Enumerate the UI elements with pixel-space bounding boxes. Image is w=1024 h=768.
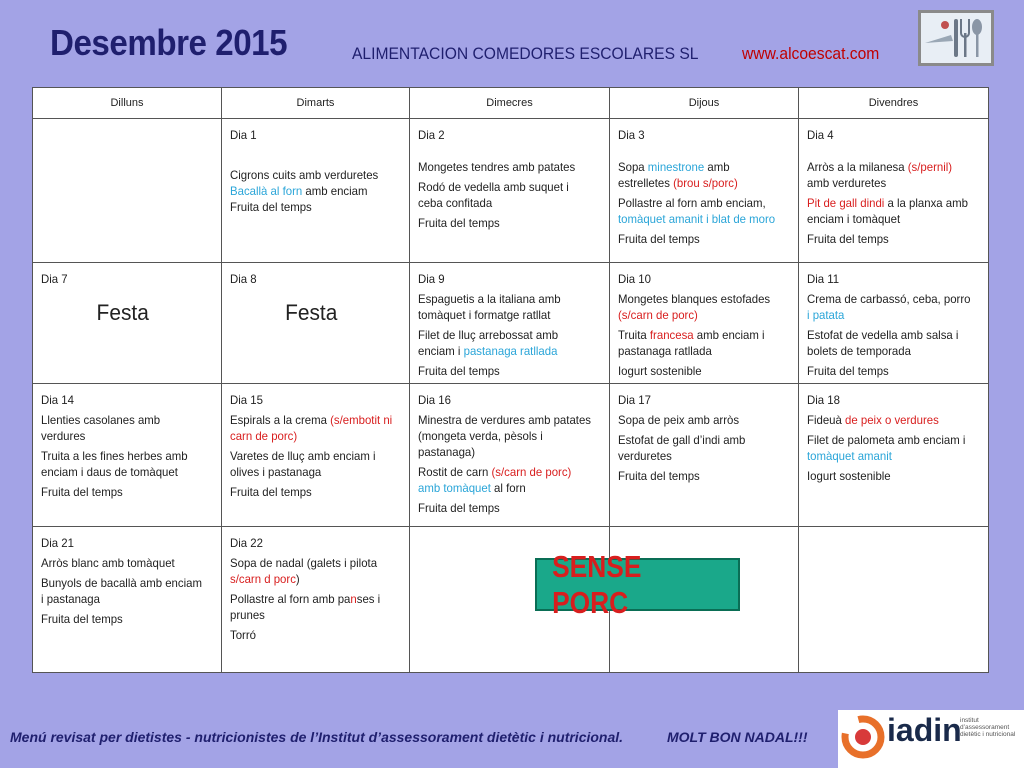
day-label: Dia 18 [807,393,840,407]
dish-text: Iogurt sostenible [807,469,891,483]
dish-item [618,327,781,359]
dish-item [230,412,392,444]
dish-text: Filet de palometa amb enciam i [807,433,966,447]
footer-greeting: MOLT BON NADAL!!! [667,729,808,745]
dish-text: Sopa de nadal (galets i pilota [230,556,378,570]
dish-highlight: (s/carn de porc) [491,465,572,479]
dish-highlight: (brou s/porc) [673,176,738,190]
day-cell [799,527,989,673]
dish-item [41,555,204,571]
dish-text: Cigrons cuits amb verduretes [230,168,379,182]
dish-item [418,179,592,211]
dish-highlight: s/carn d porc [230,572,296,586]
day-cell [410,119,610,263]
dish-text: Bunyols de bacallà amb enciam i pastanaga [41,576,202,606]
day-cell [33,527,222,673]
dish-text: Mongetes blanques estofades [618,292,771,306]
dish-text: Espirals a la crema [230,413,331,427]
dish-item [230,167,392,183]
dish-item [230,591,392,623]
day-cell [222,527,410,673]
day-cell [610,384,799,527]
dish-text: Estofat de vedella amb salsa i bolets de temporada [807,328,959,358]
dish-text: Estofat de gall d’indi amb verduretes [618,433,746,463]
day-cell [799,119,989,263]
dish-item [418,327,592,359]
dish-item [807,363,971,379]
dish-text: ses i prunes [230,592,381,622]
dish-item [41,575,204,607]
day-cell [410,384,610,527]
dish-text: Varetes de lluç amb enciam i olives i pastanaga [230,449,376,479]
dish-text: Truita [618,328,650,342]
dish-highlight: pastanaga ratllada [463,344,558,358]
dish-item [418,363,592,379]
day-cell [610,263,799,384]
dish-text: Espaguetis a la italiana amb tomàquet i formatge ratllat [418,292,561,322]
dish-item [618,468,781,484]
dish-highlight: (s/pernil) [907,160,953,174]
day-label: Dia 16 [418,393,451,407]
day-label: Dia 8 [230,272,257,286]
day-cell [799,384,989,527]
page-title: Desembre 2015 [50,22,288,63]
week-row [33,263,989,384]
weekday-header: Dilluns [33,88,222,119]
dish-text: Fruita del temps [618,469,700,483]
dish-item [618,363,781,379]
dish-text: Fruita del temps [618,232,700,246]
dish-item [618,195,781,227]
day-label: Dia 11 [807,272,840,286]
weekday-header: Dimecres [410,88,610,119]
iadin-subtitle: institut d’assessorament dietètic i nutricional [960,717,1016,738]
day-label: Dia 22 [230,536,263,550]
day-cell [410,263,610,384]
day-cell [33,263,222,384]
company-name: ALIMENTACION COMEDORES ESCOLARES SL [352,44,699,63]
dish-text: Fruita del temps [807,232,889,246]
day-label: Dia 7 [41,272,68,286]
cutlery-logo-icon [918,10,994,66]
dish-text: ) [295,572,300,586]
company-url-link[interactable]: www.alcoescat.com [742,44,880,63]
week-row [33,384,989,527]
dish-text: Pollastre al forn amb enciam, [618,196,766,210]
dish-text: Truita a les fines herbes amb enciam i daus de tomàquet [41,449,188,479]
dish-text: Arròs a la milanesa [807,160,908,174]
dish-item [418,412,592,460]
day-cell [33,119,222,263]
dish-item [41,412,204,444]
dish-highlight: n [350,592,357,606]
dish-text: amb estrelletes [618,160,730,190]
dish-text: Iogurt sostenible [618,364,702,378]
dish-text: amb enciam i pastanaga ratllada [618,328,765,358]
holiday-label: Festa [285,300,338,325]
holiday-label: Festa [96,300,149,325]
dish-item [807,195,971,227]
dish-item [807,159,971,191]
dish-text: Fruita del temps [418,501,500,515]
dish-text: amb enciam [302,184,368,198]
dish-highlight: francesa [649,328,694,342]
dish-text: Fruita del temps [41,485,123,499]
dish-text: Filet de lluç arrebossat amb enciam i [418,328,559,358]
dish-text: Torró [230,628,256,642]
day-label: Dia 10 [618,272,651,286]
dish-item [618,432,781,464]
dish-item [418,215,592,231]
weekday-header: Dimarts [222,88,410,119]
day-label: Dia 1 [230,128,257,142]
dish-text: Minestra de verdures amb patates (mongeta verda, pèsols i pastanaga) [418,413,591,459]
day-cell [222,384,410,527]
day-label: Dia 17 [618,393,651,407]
dish-item [230,199,392,215]
dish-item [807,327,971,359]
dish-text: Fruita del temps [807,364,889,378]
dish-item [230,484,392,500]
dish-highlight: Bacallà al forn [230,184,303,198]
dish-item [807,412,971,428]
dish-item [418,159,592,175]
dish-highlight: (s/embotit ni carn de porc) [230,413,393,443]
week-row [33,527,989,673]
dish-text: Fruita del temps [418,216,500,230]
dish-text: Llenties casolanes amb verdures [41,413,161,443]
day-cell [33,384,222,527]
day-cell [610,119,799,263]
dish-item [807,231,971,247]
dish-item [807,432,971,464]
dish-item [230,183,392,199]
dish-item [418,291,592,323]
fork-knife-icon [921,13,991,63]
dish-text: Fideuà [807,413,846,427]
weekday-header: Dijous [610,88,799,119]
dish-highlight: i patata [807,308,845,322]
day-label: Dia 4 [807,128,834,142]
dish-highlight: amb tomàquet [418,481,491,495]
dish-text: amb verduretes [807,176,887,190]
dish-text: Crema de carbassó, ceba, porro [807,292,971,306]
weekday-header-row [33,88,989,119]
dish-item [41,448,204,480]
week-row [33,119,989,263]
dish-item [618,291,781,323]
dish-item [807,291,971,323]
weekly-menu-table [32,87,989,673]
day-label: Dia 21 [41,536,74,550]
day-label: Dia 9 [418,272,445,286]
dish-text: Fruita del temps [41,612,123,626]
dish-item [230,555,392,587]
day-label: Dia 2 [418,128,445,142]
dish-text: Rodó de vedella amb suquet i ceba confitada [418,180,569,210]
dish-item [418,464,592,496]
day-label: Dia 3 [618,128,645,142]
dish-text: Arròs blanc amb tomàquet [41,556,175,570]
dish-text: Fruita del temps [230,485,312,499]
dish-item [418,500,592,516]
dish-highlight: (s/carn de porc) [618,308,698,322]
dish-text: Sopa [618,160,648,174]
iadin-name: iadin [887,712,962,748]
dish-text: Pollastre al forn amb pa [230,592,351,606]
day-cell [799,263,989,384]
dish-item [618,412,781,428]
dish-item [618,159,781,191]
dish-highlight: tomàquet amanit i blat de moro [618,212,776,226]
dish-text: Fruita del temps [230,200,312,214]
dish-highlight: Pit de gall dindi [807,196,885,210]
dish-text: Sopa de peix amb arròs [618,413,740,427]
dish-text: Fruita del temps [418,364,500,378]
day-label: Dia 15 [230,393,263,407]
dish-item [230,627,392,643]
dish-item [230,448,392,480]
dish-highlight: minestrone [647,160,705,174]
footer-note: Menú revisat per dietistes - nutricionistes de l’Institut d’assessorament dietètic i nutricional. [10,729,624,745]
dish-text: al forn [490,481,526,495]
day-cell [222,263,410,384]
dish-item [41,484,204,500]
dish-text: a la planxa amb enciam i tomàquet [807,196,968,226]
dish-highlight: tomàquet amanit [807,449,892,463]
day-cell [222,119,410,263]
dish-item [807,468,971,484]
dish-text: Rostit de carn [418,465,492,479]
weekday-header: Divendres [799,88,989,119]
sense-porc-badge: SENSE PORC [535,558,740,611]
day-label: Dia 14 [41,393,74,407]
dish-item [618,231,781,247]
dish-item [41,611,204,627]
dish-highlight: de peix o verdures [845,413,939,427]
dish-text: Mongetes tendres amb patates [418,160,576,174]
iadin-emblem-icon [840,714,886,760]
